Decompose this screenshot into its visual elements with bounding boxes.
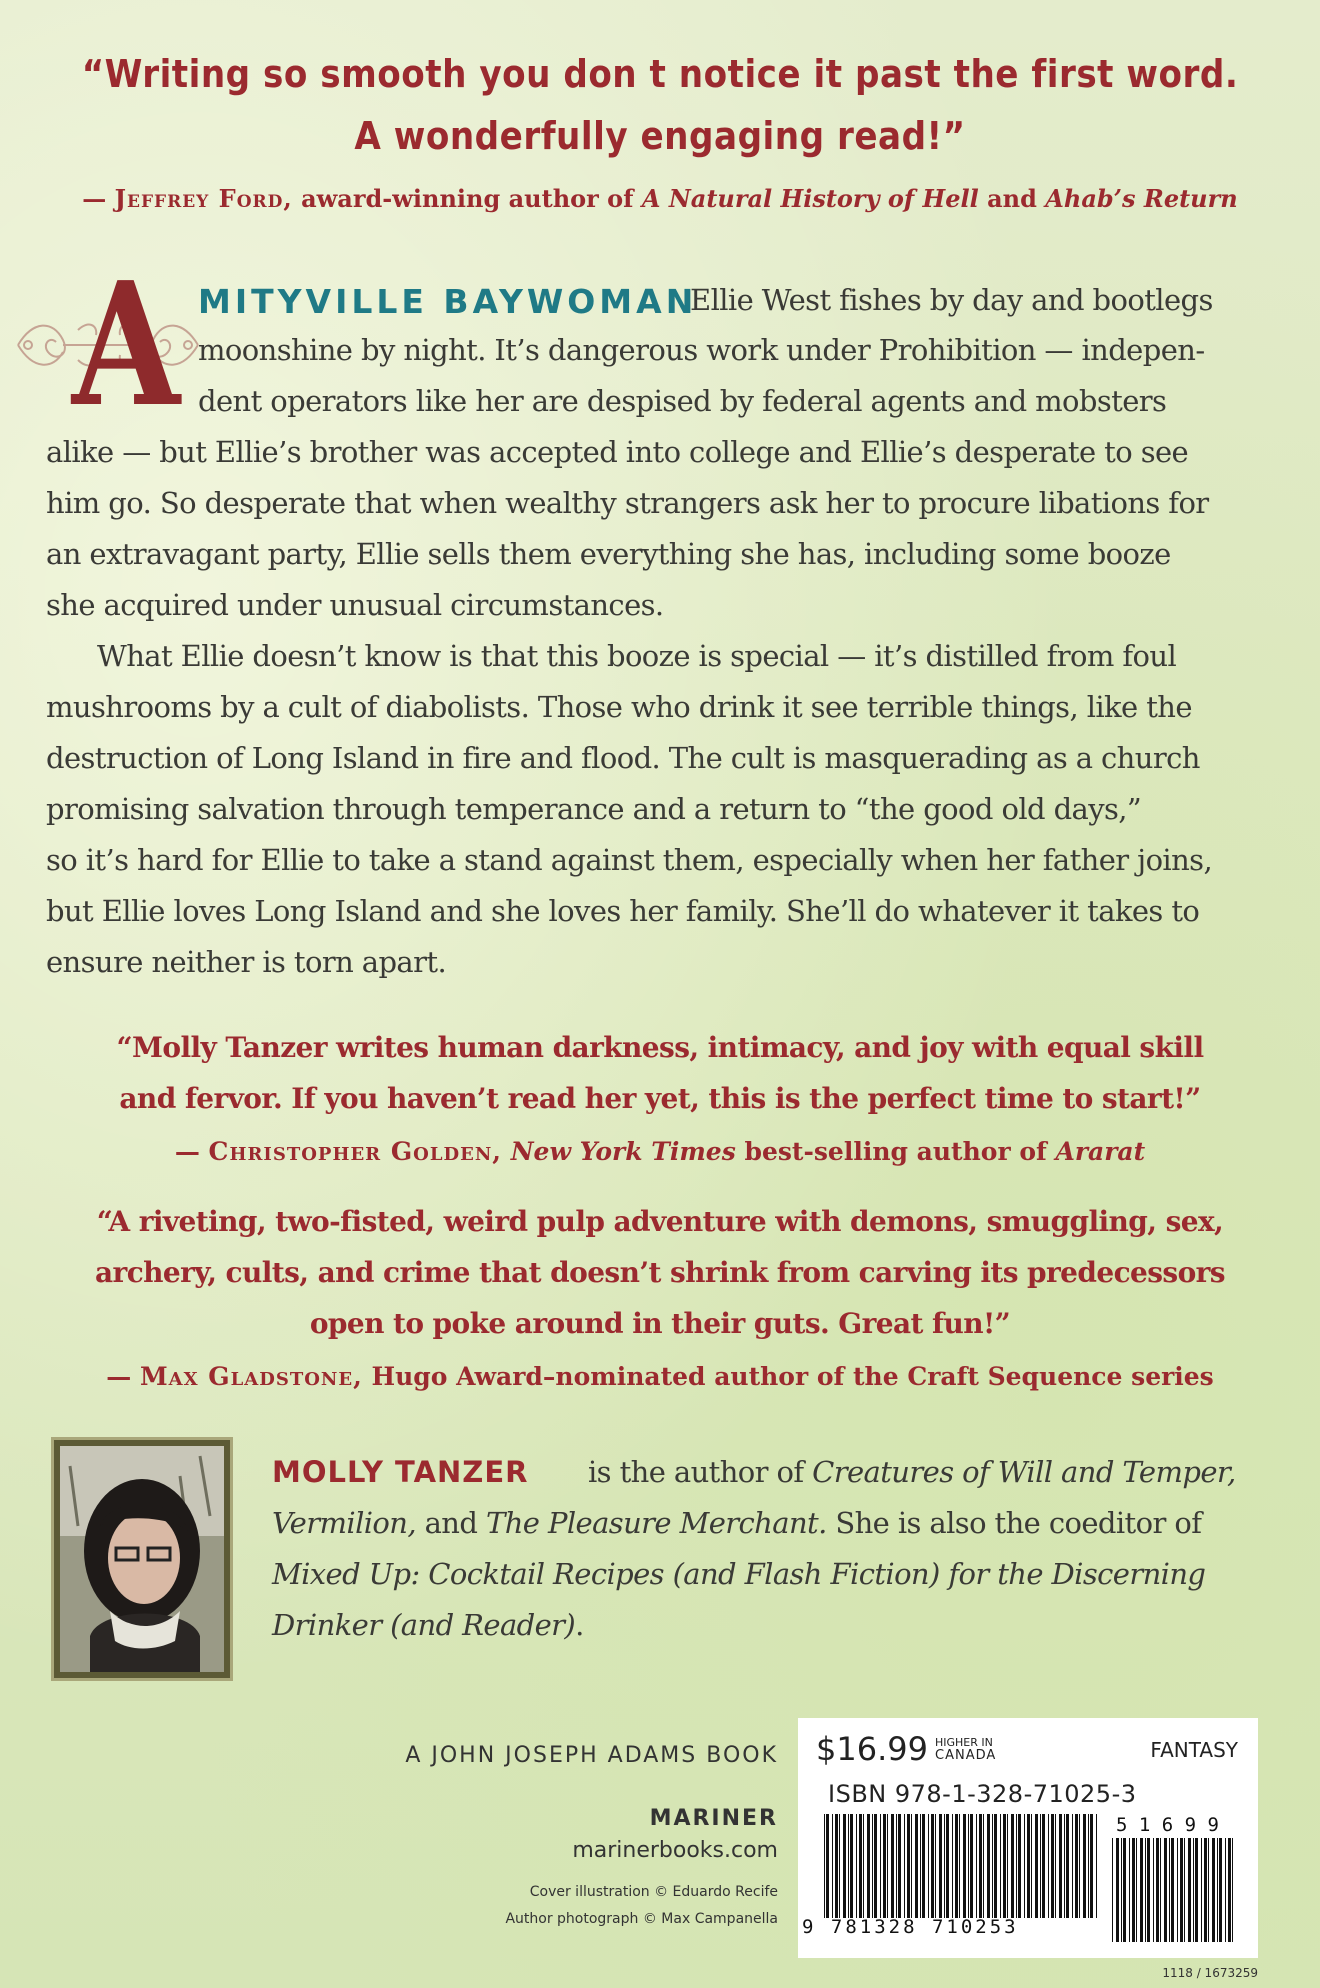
front-quote-line-2: A wonderfully engaging read!” [354,114,966,158]
barcode-bar [970,1814,973,1918]
blurb-line: she acquired under unusual circumstances. [46,588,664,622]
barcode-bar [1011,1814,1014,1918]
author-bio-line-1 [588,1455,1236,1489]
barcode-bar [1007,1814,1008,1918]
barcode-bar [1212,1838,1215,1942]
barcode-bar [880,1814,881,1918]
barcode-bar [1145,1838,1146,1942]
review-2-line-2: and fervor. If you haven’t read her yet, this is the perfect time to start!” [119,1082,1201,1115]
barcode-bar [1208,1838,1209,1942]
attribution-dash: — [106,1362,140,1391]
barcode-bar [1048,1814,1049,1918]
barcode-bar [959,1814,960,1918]
barcode-bar [1000,1814,1001,1918]
review-2-attribution [40,1137,1280,1166]
review-3-line-1: “A riveting, two-fisted, weird pulp adventure with demons, smuggling, sex, [96,1205,1224,1238]
barcode-bar [1153,1838,1154,1942]
barcode-bar [1217,1838,1218,1942]
bio-book-title: Mixed Up: Cocktail Recipes (and Flash Fiction) for the Discerning [272,1557,1206,1591]
isbn: ISBN 978-1-328-71025-3 [828,1780,1137,1808]
attribution-book-1: A Natural History of Hell [641,184,979,213]
barcode-bar [1177,1838,1178,1942]
attribution-name: Jeffrey Ford, [114,184,293,213]
barcode-bar [976,1814,977,1918]
barcode-bar [1123,1838,1126,1942]
barcode-bar [1075,1814,1078,1918]
publisher-name: MARINER [649,1806,778,1831]
barcode-bar [1147,1838,1150,1942]
barcode-bar [1204,1838,1207,1942]
cover-credit: Cover illustration © Eduardo Recife [529,1884,778,1900]
barcode-bar [1018,1814,1021,1918]
barcode-bar [1201,1838,1202,1942]
author-bio-line-3 [272,1557,1205,1591]
price-barcode-box [798,1718,1258,1958]
attribution-and: and [978,184,1046,213]
bio-text: She is also the coeditor of [826,1506,1202,1540]
barcode-bar [874,1814,877,1918]
barcode-bar [1129,1838,1130,1942]
barcode-bar [979,1814,982,1918]
barcode-bar [922,1814,925,1918]
barcode-bar [1225,1838,1226,1942]
barcode-bar [952,1814,953,1918]
barcode-bar [1164,1838,1167,1942]
barcode-bar [1051,1814,1054,1918]
barcode-bar [1064,1814,1065,1918]
bio-book-title: Creatures of Will and Temper, [812,1455,1236,1489]
blurb-line: promising salvation through temperance and a return to “the good old days,” [46,792,1142,826]
attribution-text: Hugo Award–nominated author of the Craft Sequence series [362,1362,1214,1391]
blurb-line: an extravagant party, Ellie sells them everything she has, including some booze [46,537,1171,571]
attribution-name: Max Gladstone, [139,1362,363,1391]
barcode-bar [867,1814,870,1918]
barcode-bar [1079,1814,1080,1918]
barcode-bar [826,1814,829,1918]
barcode-bar [1112,1838,1113,1942]
bio-text: . [575,1608,584,1642]
attribution-dash: — [174,1137,209,1166]
barcode-bar [848,1814,849,1918]
barcode-bar [1031,1814,1032,1918]
barcode-bar [1090,1814,1093,1918]
barcode-bar [1055,1814,1056,1918]
barcode-bar [1042,1814,1045,1918]
barcode-bar [1228,1838,1231,1942]
blurb-line: dent operators like her are despised by federal agents and mobsters [198,384,1167,418]
barcode-bar [928,1814,929,1918]
barcode-bar [1003,1814,1006,1918]
genre-label: FANTASY [1150,1738,1238,1762]
barcode-bar [887,1814,888,1918]
barcode-bar [832,1814,833,1918]
bio-book-title: The Pleasure Merchant. [485,1506,827,1540]
barcode-bar [1088,1814,1089,1918]
barcode-icon [822,1814,1102,1926]
barcode-bar [955,1814,958,1918]
attribution-publication: New York Times [502,1137,736,1166]
blurb-line: destruction of Long Island in fire and flood. The cult is masquerading as a church [46,741,1200,775]
barcode-bar [935,1814,936,1918]
blurb-line: Ellie West fishes by day and bootlegs [690,283,1213,317]
barcode-bar [1188,1838,1191,1942]
barcode-bar [839,1814,840,1918]
attribution-text: best-selling author of [735,1137,1056,1166]
attribution-name: Christopher Golden, [208,1137,502,1166]
photo-credit: Author photograph © Max Campanella [505,1911,778,1927]
barcode-bar [1195,1838,1198,1942]
barcode-bar [944,1814,945,1918]
barcode-bar [1035,1814,1038,1918]
review-3-line-2: archery, cults, and crime that doesn’t shrink from carving its predecessors [95,1256,1225,1289]
barcode-bar [987,1814,990,1918]
barcode-bar [1219,1838,1222,1942]
author-name: MOLLY TANZER [272,1455,529,1489]
blurb-line: What Ellie doesn’t know is that this booze is special — it’s distilled from foul [97,639,1177,673]
attribution-dash: — [82,184,115,213]
catalog-code: 1118 / 1673259 [1162,1966,1258,1980]
barcode-bar [850,1814,853,1918]
barcode-bar [1184,1838,1185,1942]
blurb-line: moonshine by night. It’s dangerous work under Prohibition — indepen- [198,333,1205,367]
barcode-bar [907,1814,910,1918]
barcode-bar [915,1814,918,1918]
barcode-bar [824,1814,825,1918]
drop-cap: A [71,245,181,445]
barcode-bar [1140,1838,1143,1942]
imprint-line: A JOHN JOSEPH ADAMS BOOK [405,1743,778,1768]
price-note-line-2: CANADA [935,1748,997,1763]
bio-text: and [416,1506,486,1540]
bio-book-title: Drinker (and Reader) [272,1608,576,1642]
barcode-bar [1027,1814,1030,1918]
barcode-bar [1171,1838,1174,1942]
blurb-line: alike — but Ellie’s brother was accepted into college and Ellie’s desperate to see [46,435,1189,469]
blurb-line: mushrooms by a cult of diabolists. Those who drink it see terrible things, like the [46,690,1192,724]
barcode-bar [968,1814,969,1918]
barcode-bar [931,1814,934,1918]
attribution-book-2: Ahab’s Return [1045,184,1238,213]
barcode-bar [891,1814,894,1918]
barcode-bar [1040,1814,1041,1918]
blurb-line: so it’s hard for Ellie to take a stand against them, especially when her father joins, [46,843,1213,877]
barcode-bar [896,1814,897,1918]
barcode-bar [1059,1814,1062,1918]
barcode-bar [843,1814,846,1918]
barcode-bar [883,1814,886,1918]
blurb-lead-words: MITYVILLE BAYWOMAN [198,282,698,321]
barcode-bar [1121,1838,1122,1942]
barcode-bar [1096,1814,1097,1918]
barcode-bar [1180,1838,1183,1942]
barcode-bar [983,1814,984,1918]
barcode-bar [1169,1838,1170,1942]
barcode-bar [1066,1814,1069,1918]
attribution-text: award-winning author of [292,184,642,213]
barcode-bar [1136,1838,1137,1942]
front-quote-attribution [40,184,1280,213]
barcode-bar [863,1814,864,1918]
barcode-bar [1016,1814,1017,1918]
barcode-bar [911,1814,912,1918]
author-bio-line-2 [272,1506,1201,1540]
barcode-bar [1024,1814,1025,1918]
barcode-bar [1072,1814,1073,1918]
publisher-url: marinerbooks.com [572,1838,778,1863]
author-portrait-icon [60,1446,224,1672]
barcode-bar [994,1814,997,1918]
barcode-bar [835,1814,838,1918]
barcode-bar [1116,1838,1119,1942]
barcode-bar [1156,1838,1159,1942]
barcode-bar [856,1814,857,1918]
blurb-line: ensure neither is torn apart. [46,945,447,979]
review-3-line-3: open to poke around in their guts. Great fun!” [309,1307,1011,1340]
price-note-line-1: HIGHER IN [935,1736,993,1749]
price-note [935,1736,996,1762]
barcode-bar [992,1814,993,1918]
review-3-attribution [40,1362,1280,1391]
barcode-bar [1232,1838,1233,1942]
attribution-book: Ararat [1055,1137,1146,1166]
barcode-digits: 9 781328 710253 [802,1916,1019,1938]
barcode-bar [1132,1838,1135,1942]
barcode-bar [963,1814,966,1918]
review-2-line-1: “Molly Tanzer writes human darkness, intimacy, and joy with equal skill [116,1031,1204,1064]
bio-book-title: Vermilion, [272,1506,416,1540]
price: $16.99 [816,1730,928,1768]
barcode-bar [1083,1814,1086,1918]
addon-barcode-icon [1110,1838,1240,1942]
barcode-bar [1160,1838,1161,1942]
barcode-bar [939,1814,942,1918]
author-bio-line-4 [272,1608,584,1642]
blurb-line: but Ellie loves Long Island and she loves her family. She’ll do whatever it takes to [46,894,1200,928]
blurb-line: him go. So desperate that when wealthy strangers ask her to procure libations for [46,486,1209,520]
bio-text: is the author of [588,1455,813,1489]
barcode-bar [872,1814,873,1918]
barcode-bar [859,1814,862,1918]
barcode-bar [904,1814,905,1918]
addon-digits: 5 1 6 9 9 [1116,1814,1219,1836]
barcode-bar [1193,1838,1194,1942]
author-photo [54,1440,230,1678]
front-quote-line-1: “Writing so smooth you don t notice it past the first word. [81,52,1239,96]
barcode-bar [898,1814,901,1918]
barcode-bar [946,1814,949,1918]
barcode-bar [920,1814,921,1918]
